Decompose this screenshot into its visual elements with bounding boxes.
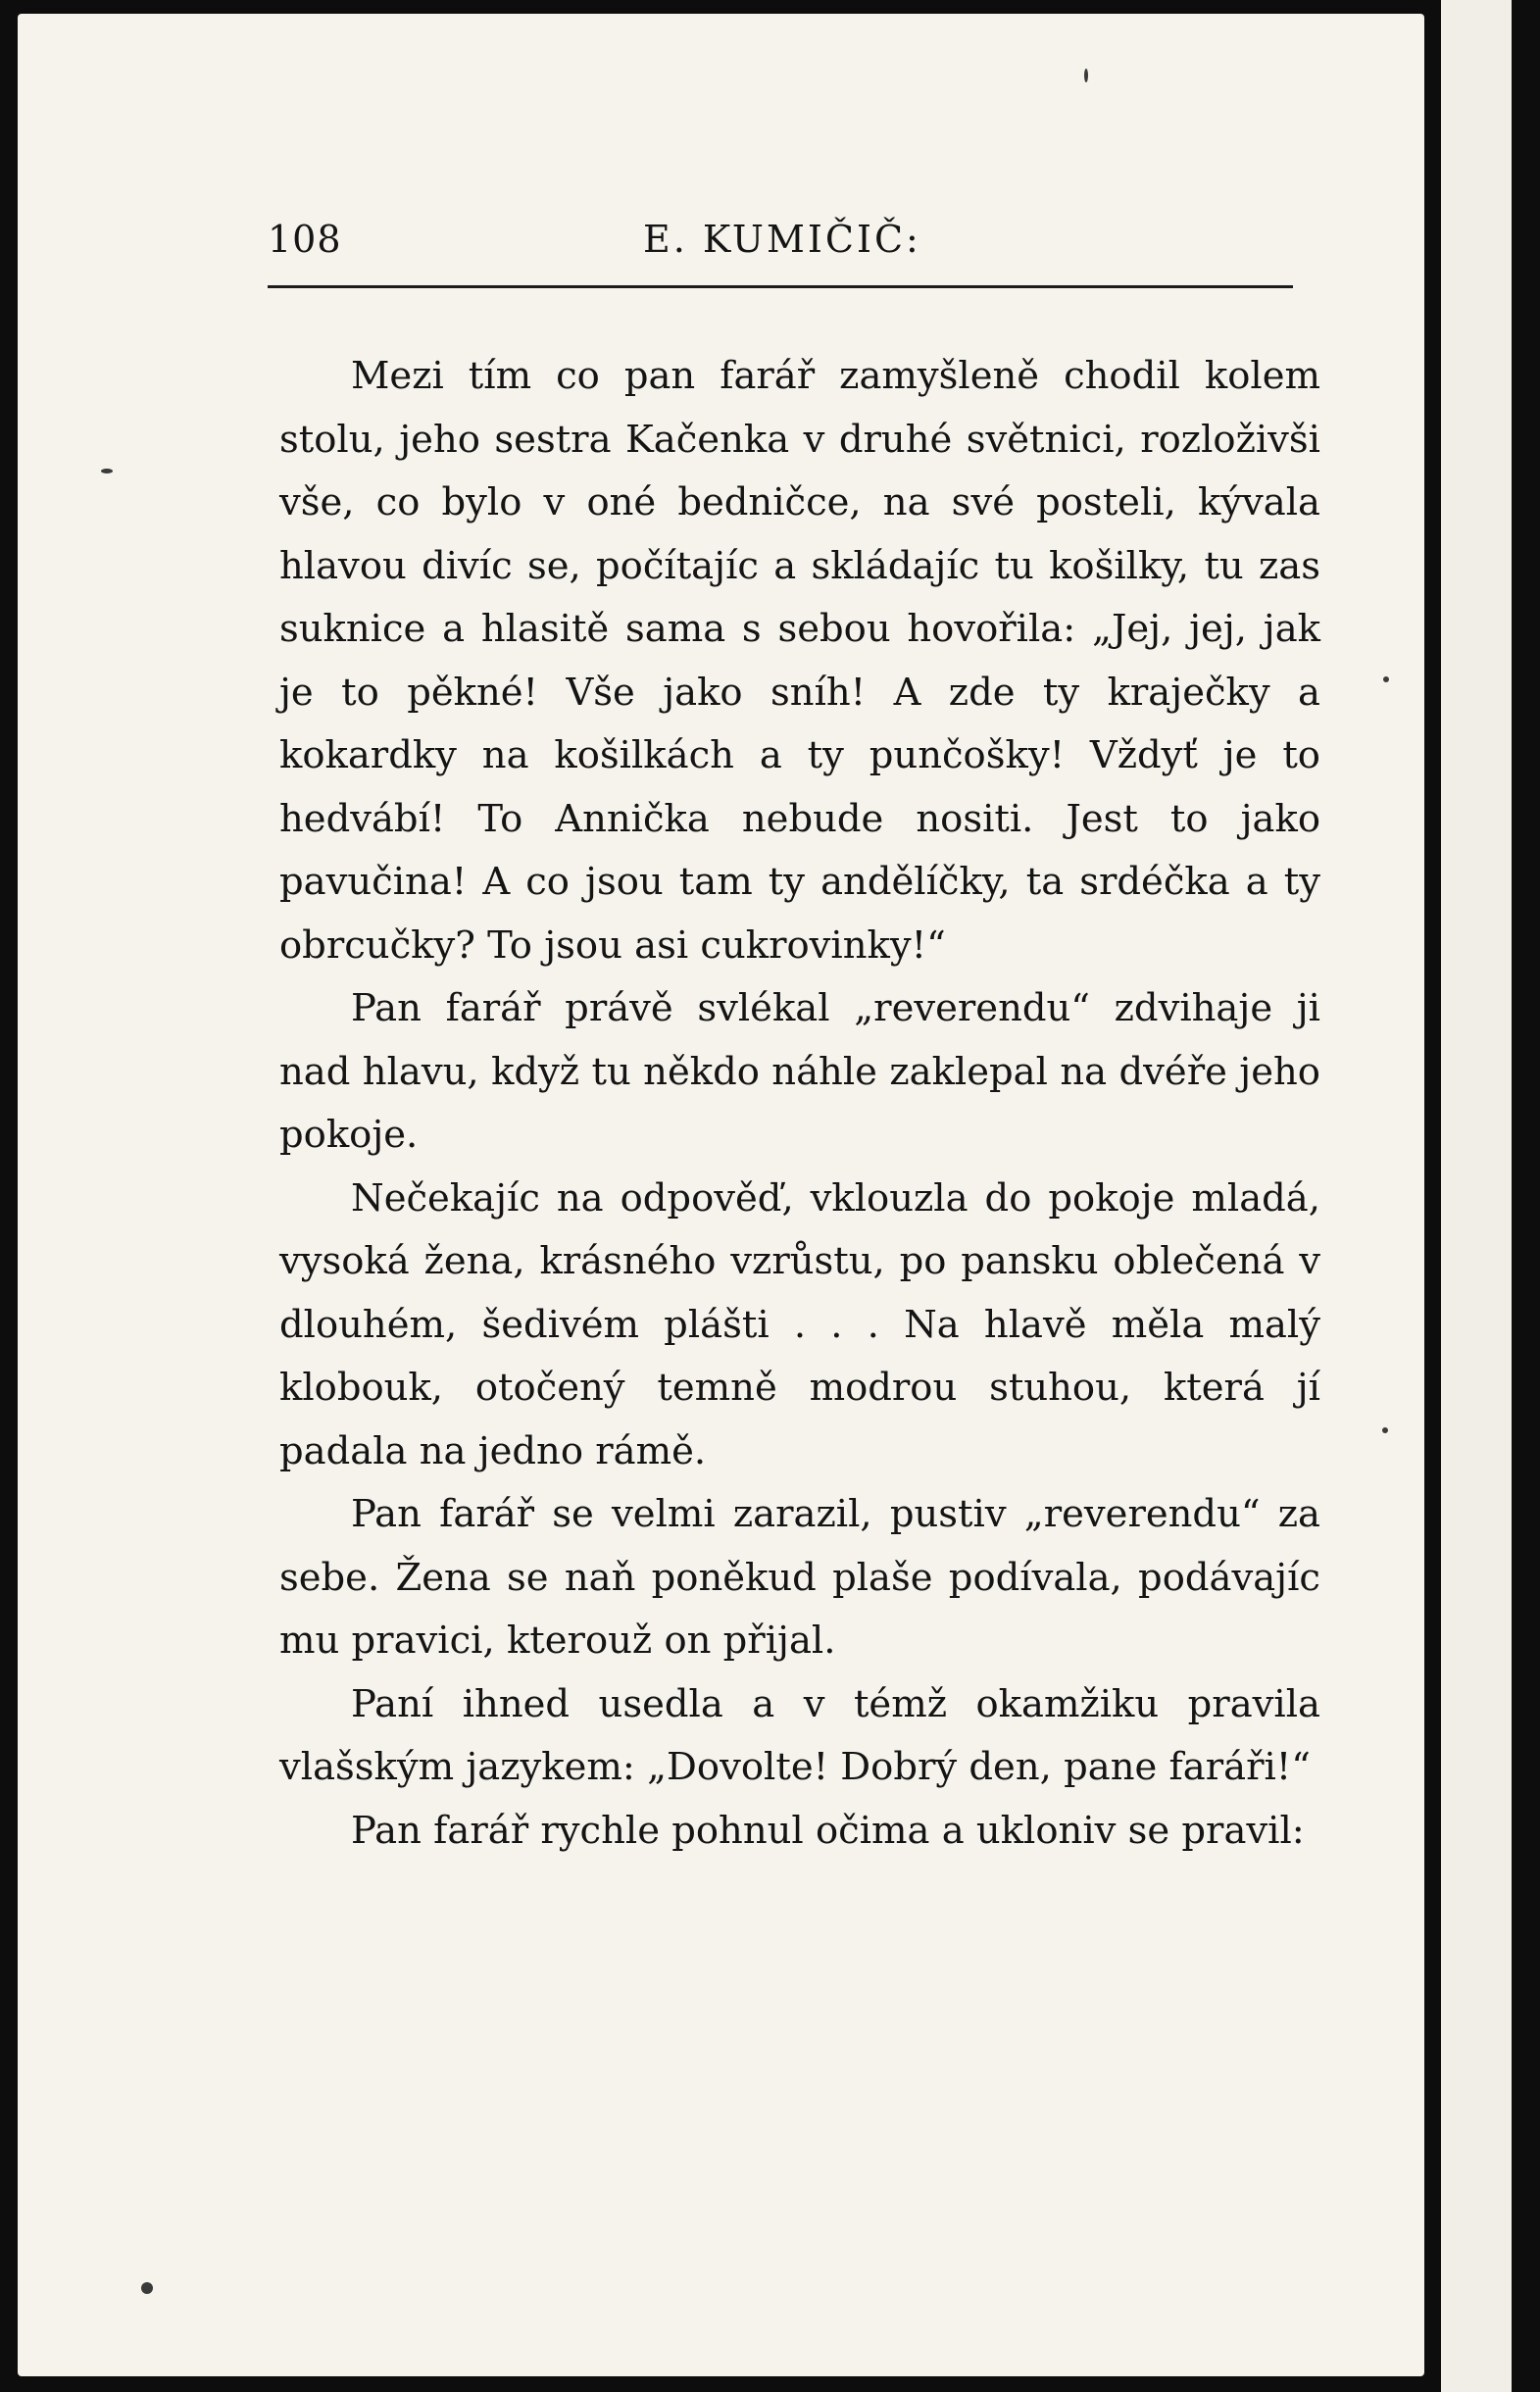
paragraph: Nečekajíc na odpověď, vklouzla do pokoje mladá, vysoká žena, krásného vzrůstu, po pansku oblečená v dlouhém, šedivém plášti . . . Na hlavě měla malý klobouk, otočený temně modrou stuhou, která jí padala na jedno rámě. <box>279 1175 1320 1473</box>
paragraph: Pan farář se velmi zarazil, pustiv „reverendu“ za sebe. Žena se naň poněkud plaše podívala, podávajíc mu pravici, kterouž on přijal. <box>279 1492 1320 1663</box>
scan-border <box>1512 0 1540 2392</box>
scan-speck <box>1383 676 1389 682</box>
paragraph: Mezi tím co pan farář zamyšleně chodil kolem stolu, jeho sestra Kačenka v druhé světnici, rozloživši vše, co bylo v oné bedničce, na své posteli, kývala hlavou divíc se, počítajíc a skládajíc tu košilky, tu zas suknice a hlasitě sama s sebou hovořila: „Jej, jej, jak je to pěkné! Vše jako sníh! A zde ty kraječky a kokardky na košilkách a ty punčošky! Vždyť je to hedvábí! To Annička nebude nositi. Jest to jako pavučina! A co jsou tam ty andělíčky, ta srdéčka a ty obrcučky? To jsou asi cukrovinky!“ <box>279 354 1320 968</box>
paragraph: Paní ihned usedla a v témž okamžiku pravila vlašským jazykem: „Dovolte! Dobrý den, pane faráři!“ <box>279 1681 1320 1789</box>
running-title: E. KUMIČIČ: <box>643 218 921 261</box>
body-text <box>279 345 1320 1863</box>
scan-speck <box>141 2282 153 2294</box>
scan-speck <box>1382 1427 1388 1433</box>
header-rule <box>268 285 1293 288</box>
scan-speck <box>101 469 113 473</box>
book-gutter <box>1424 0 1441 2392</box>
page-number: 108 <box>268 218 342 261</box>
next-page-edge <box>1441 0 1512 2392</box>
paragraph: Pan farář rychle pohnul očima a ukloniv se pravil: <box>351 1808 1305 1853</box>
running-header <box>268 218 1293 276</box>
paragraph: Pan farář právě svlékal „reverendu“ zdvihaje ji nad hlavu, když tu někdo náhle zaklepal na dvéře jeho pokoje. <box>279 986 1320 1157</box>
scan-speck <box>1084 69 1088 82</box>
